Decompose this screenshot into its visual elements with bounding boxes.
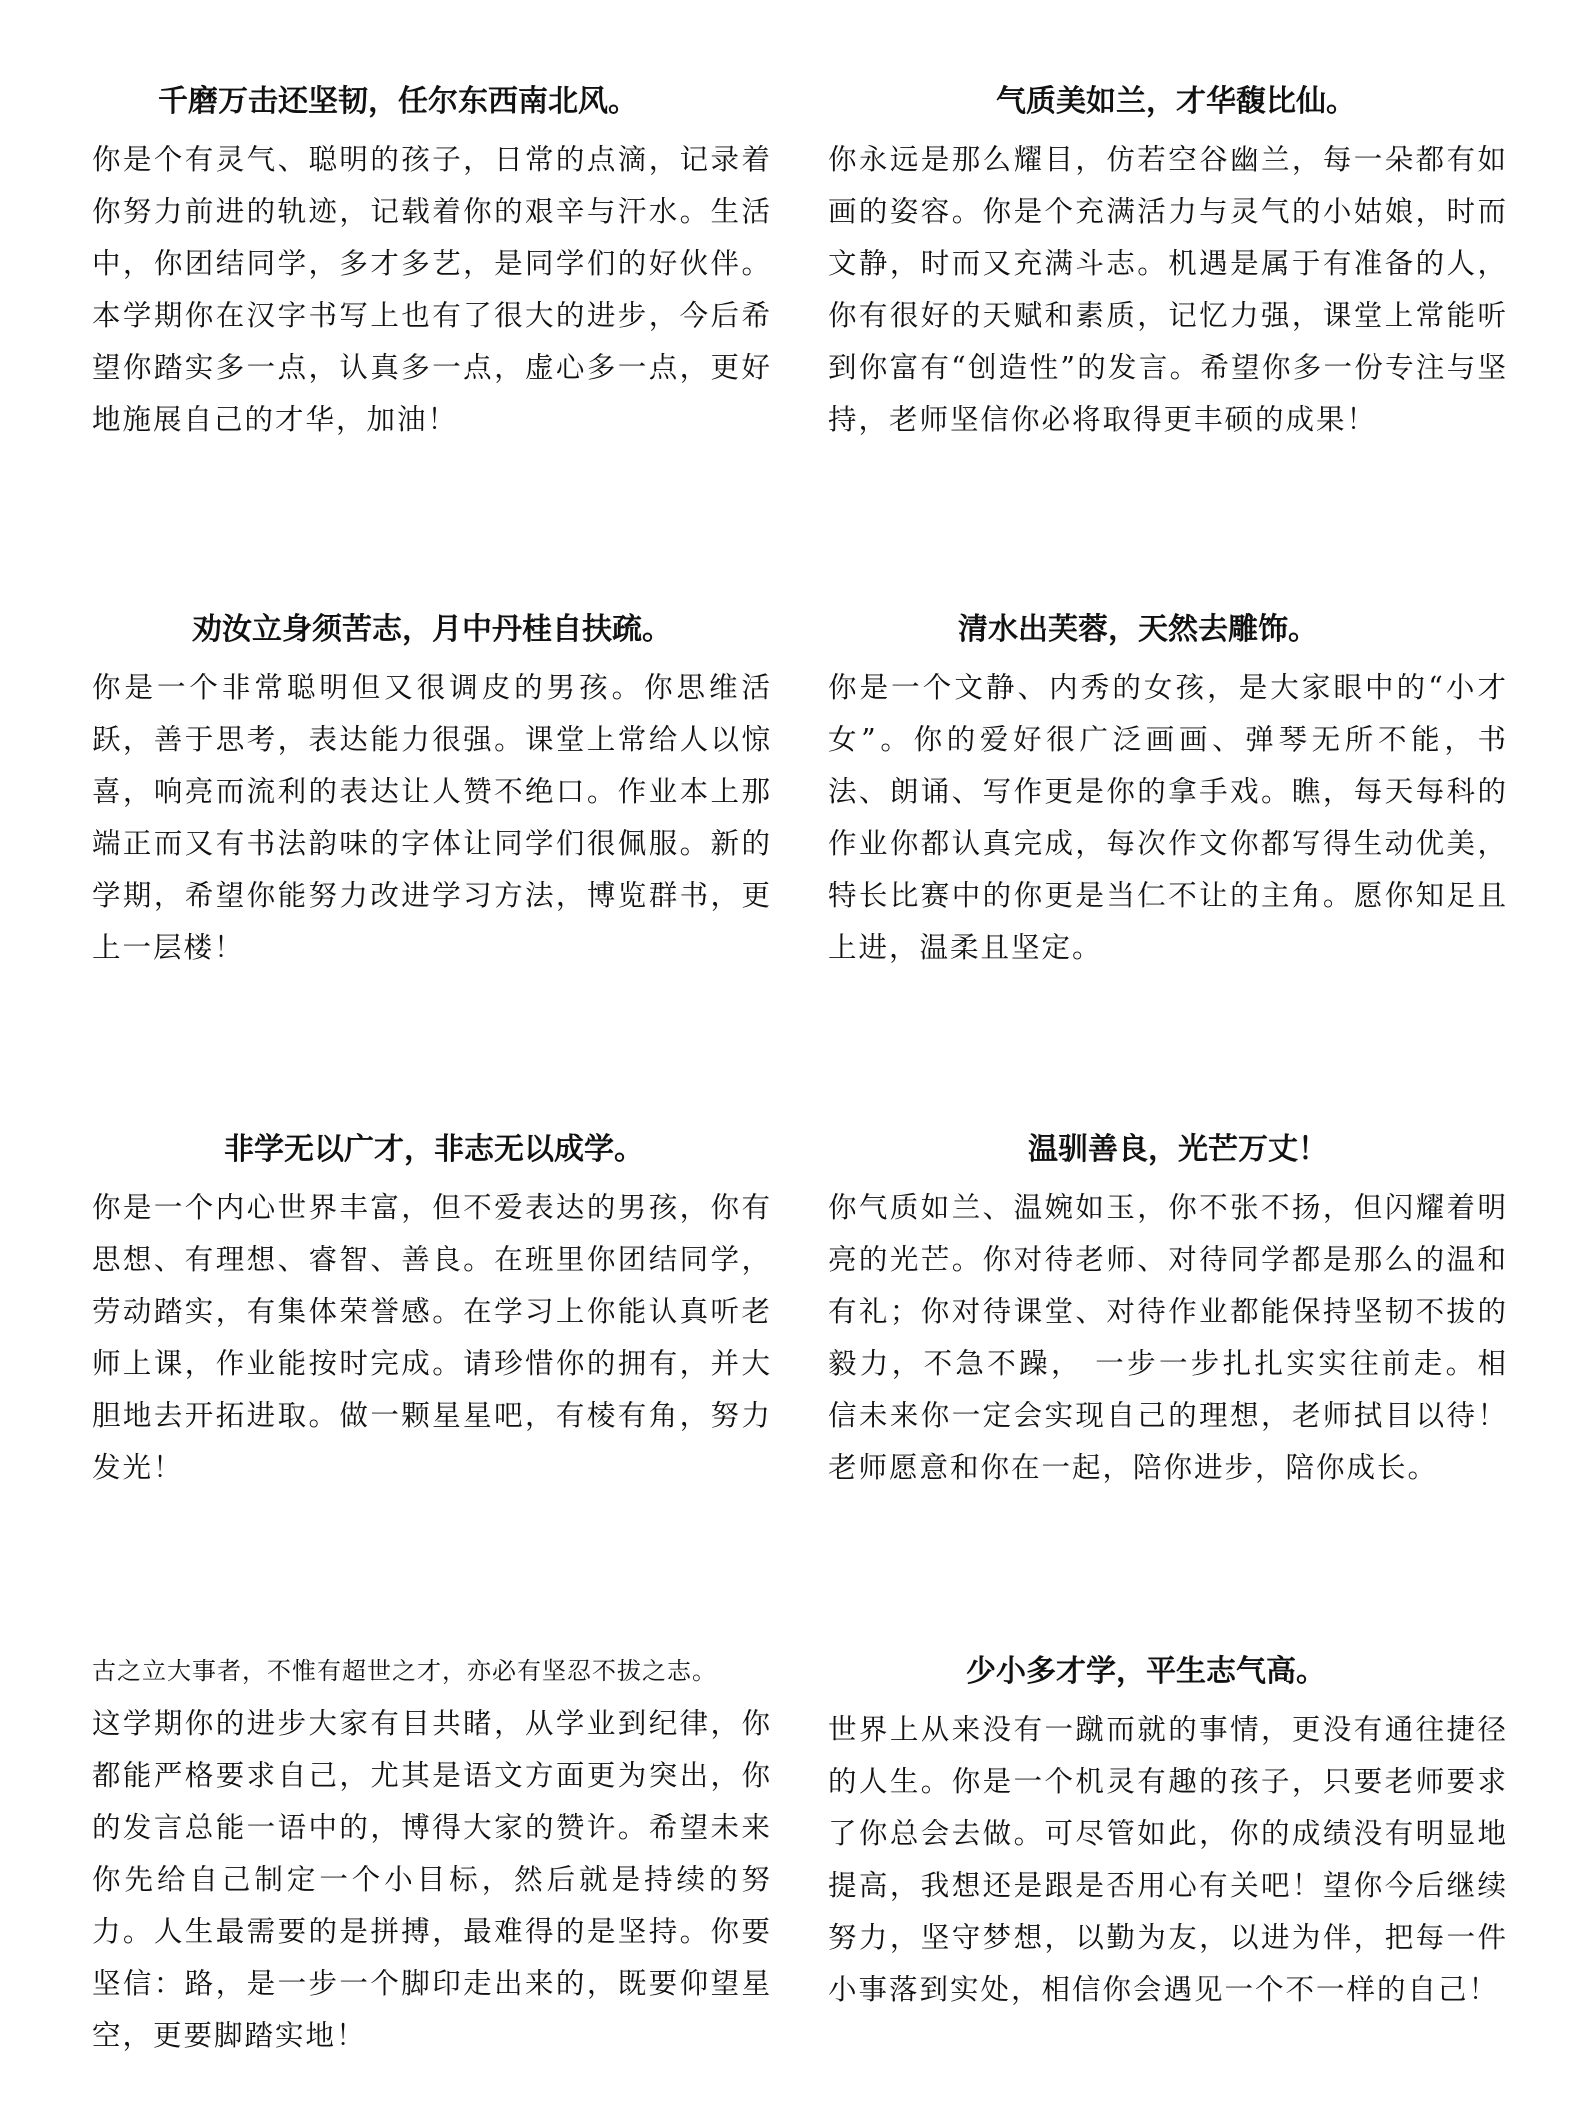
comment-card bbox=[92, 1130, 772, 1494]
comment-card bbox=[828, 1130, 1508, 1494]
comment-card bbox=[92, 610, 772, 974]
comment-title: 古之立大事者，不惟有超世之才，亦必有坚忍不拔之志。 bbox=[92, 1657, 717, 1685]
comment-title: 千磨万击还坚韧，任尔东西南北风。 bbox=[158, 84, 638, 119]
comment-title: 非学无以广才，非志无以成学。 bbox=[224, 1132, 644, 1167]
comment-body: 你是个有灵气、聪明的孩子，日常的点滴，记录着你努力前进的轨迹，记载着你的艰辛与汗水。生活中，你团结同学，多才多艺，是同学们的好伙伴。本学期你在汉字书写上也有了很大的进步，今后希望你踏实多一点，认真多一点，虚心多一点，更好地施展自己的才华，加油！ bbox=[92, 143, 772, 436]
comment-body: 你是一个文静、内秀的女孩，是大家眼中的“小才女”。你的爱好很广泛画画、弹琴无所不能，书法、朗诵、写作更是你的拿手戏。瞧，每天每科的作业你都认真完成，每次作文你都写得生动优美，特长比赛中的你更是当仁不让的主角。愿你知足且上进，温柔且坚定。 bbox=[828, 671, 1508, 964]
comment-card bbox=[828, 610, 1508, 974]
comment-title: 温驯善良，光芒万丈！ bbox=[1028, 1132, 1328, 1167]
comment-title: 劝汝立身须苦志，月中丹桂自扶疏。 bbox=[192, 612, 672, 647]
comment-body: 你是一个非常聪明但又很调皮的男孩。你思维活跃，善于思考，表达能力很强。课堂上常给人以惊喜，响亮而流利的表达让人赞不绝口。作业本上那端正而又有书法韵味的字体让同学们很佩服。新的学期，希望你能努力改进学习方法，博览群书，更上一层楼！ bbox=[92, 671, 772, 964]
comment-body: 世界上从来没有一蹴而就的事情，更没有通往捷径的人生。你是一个机灵有趣的孩子，只要老师要求了你总会去做。可尽管如此，你的成绩没有明显地提高，我想还是跟是否用心有关吧！望你今后继续努力，坚守梦想，以勤为友，以进为伴，把每一件小事落到实处，相信你会遇见一个不一样的自己！ bbox=[828, 1713, 1508, 2006]
comment-card bbox=[92, 1652, 772, 2062]
comment-body: 你气质如兰、温婉如玉，你不张不扬，但闪耀着明亮的光芒。你对待老师、对待同学都是那么的温和有礼；你对待课堂、对待作业都能保持坚韧不拔的毅力，不急不躁， 一步一步扎扎实实往前走。相信未来你一定会实现自己的理想，老师拭目以待！老师愿意和你在一起，陪你进步，陪你成长。 bbox=[828, 1191, 1508, 1484]
comment-title: 清水出芙蓉，天然去雕饰。 bbox=[958, 612, 1318, 647]
comment-title: 少小多才学，平生志气高。 bbox=[966, 1654, 1326, 1689]
comment-card bbox=[828, 82, 1508, 446]
comment-body: 你永远是那么耀目，仿若空谷幽兰，每一朵都有如画的姿容。你是个充满活力与灵气的小姑娘，时而文静，时而又充满斗志。机遇是属于有准备的人，你有很好的天赋和素质，记忆力强，课堂上常能听到你富有“创造性”的发言。希望你多一份专注与坚持，老师坚信你必将取得更丰硕的成果！ bbox=[828, 143, 1508, 436]
comment-body: 这学期你的进步大家有目共睹，从学业到纪律，你都能严格要求自己，尤其是语文方面更为突出，你的发言总能一语中的，博得大家的赞许。希望未来你先给自己制定一个小目标，然后就是持续的努力。人生最需要的是拼搏，最难得的是坚持。你要坚信：路，是一步一个脚印走出来的，既要仰望星空，更要脚踏实地！ bbox=[92, 1707, 772, 2052]
comment-title: 气质美如兰，才华馥比仙。 bbox=[996, 84, 1356, 119]
comment-card bbox=[828, 1652, 1508, 2016]
comment-body: 你是一个内心世界丰富，但不爱表达的男孩，你有思想、有理想、睿智、善良。在班里你团结同学，劳动踏实，有集体荣誉感。在学习上你能认真听老师上课，作业能按时完成。请珍惜你的拥有，并大胆地去开拓进取。做一颗星星吧，有棱有角，努力发光！ bbox=[92, 1191, 772, 1484]
comment-card bbox=[92, 82, 772, 446]
